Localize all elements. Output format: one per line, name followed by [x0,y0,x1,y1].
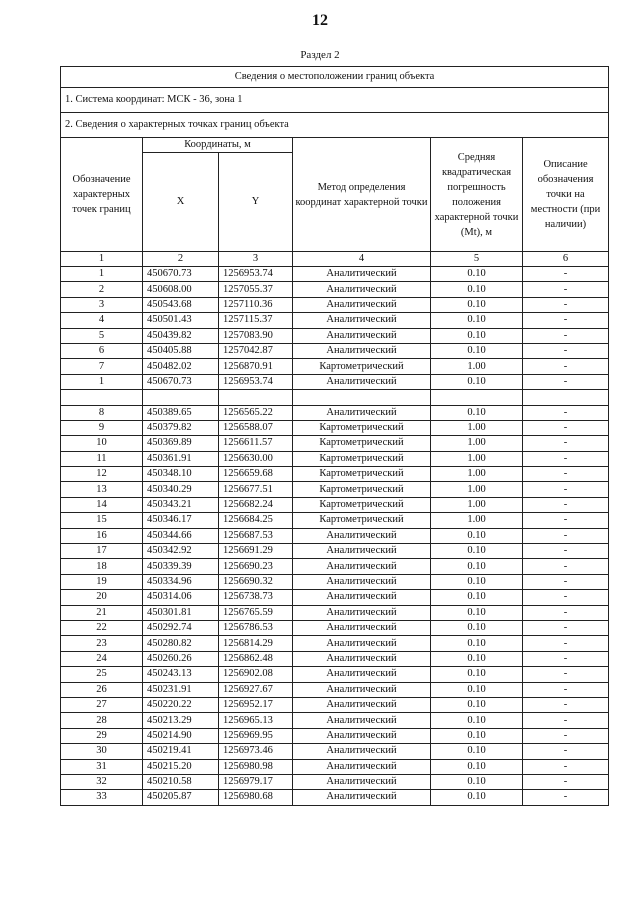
point-number [61,390,143,405]
error-mt: 1.00 [431,420,523,435]
coord-x: 450379.82 [143,420,219,435]
point-description: - [523,297,609,312]
method [293,390,431,405]
header-x: X [143,153,219,252]
point-number: 21 [61,605,143,620]
error-mt: 1.00 [431,497,523,512]
error-mt: 1.00 [431,451,523,466]
coord-x: 450439.82 [143,328,219,343]
table-row [61,774,609,789]
point-description: - [523,482,609,497]
column-number: 1 [61,252,143,267]
table-row [61,651,609,666]
point-description: - [523,667,609,682]
point-description: - [523,343,609,358]
coord-x: 450210.58 [143,774,219,789]
coord-x: 450339.39 [143,559,219,574]
point-description: - [523,513,609,528]
point-description: - [523,420,609,435]
coord-x: 450608.00 [143,282,219,297]
coord-y: 1256973.46 [219,744,293,759]
error-mt: 0.10 [431,744,523,759]
error-mt: 1.00 [431,467,523,482]
coord-y: 1256682.24 [219,497,293,512]
error-mt: 0.10 [431,313,523,328]
coord-x: 450215.20 [143,759,219,774]
column-number: 4 [293,252,431,267]
coord-x: 450344.66 [143,528,219,543]
point-number: 6 [61,343,143,358]
error-mt: 0.10 [431,774,523,789]
table-row [61,405,609,420]
coord-y: 1256902.08 [219,667,293,682]
method: Аналитический [293,590,431,605]
coord-x: 450219.41 [143,744,219,759]
coord-x: 450314.06 [143,590,219,605]
table-row [61,728,609,743]
method: Аналитический [293,759,431,774]
point-description: - [523,744,609,759]
method: Аналитический [293,267,431,282]
table-row [61,605,609,620]
point-number: 24 [61,651,143,666]
point-number: 17 [61,544,143,559]
page-number: 12 [312,12,328,29]
point-number: 25 [61,667,143,682]
point-description: - [523,790,609,805]
method: Аналитический [293,282,431,297]
error-mt: 0.10 [431,620,523,635]
table-row [61,467,609,482]
table-row [61,574,609,589]
section-title: Раздел 2 [300,49,340,61]
error-mt: 0.10 [431,297,523,312]
error-mt: 1.00 [431,513,523,528]
coord-x: 450292.74 [143,620,219,635]
method: Аналитический [293,774,431,789]
coord-x: 450280.82 [143,636,219,651]
method: Аналитический [293,620,431,635]
point-description: - [523,774,609,789]
method: Аналитический [293,636,431,651]
error-mt: 0.10 [431,267,523,282]
error-mt: 0.10 [431,682,523,697]
point-number: 20 [61,590,143,605]
point-number: 14 [61,497,143,512]
coord-y: 1256690.32 [219,574,293,589]
method: Картометрический [293,513,431,528]
coord-y: 1257115.37 [219,313,293,328]
coord-y: 1256687.53 [219,528,293,543]
method: Картометрический [293,420,431,435]
column-number: 5 [431,252,523,267]
point-number: 18 [61,559,143,574]
header-description: Описание обозначения точки на местности (при наличии) [523,138,609,252]
point-description: - [523,605,609,620]
method: Картометрический [293,482,431,497]
coord-x: 450501.43 [143,313,219,328]
table-row [61,313,609,328]
method: Аналитический [293,682,431,697]
table-row [61,744,609,759]
point-number: 28 [61,713,143,728]
table-row [61,267,609,282]
coord-x: 450301.81 [143,605,219,620]
point-description: - [523,374,609,389]
error-mt: 0.10 [431,559,523,574]
method: Аналитический [293,528,431,543]
table-row [61,528,609,543]
header-designation: Обозначение характерных точек границ [61,138,143,252]
coord-x: 450214.90 [143,728,219,743]
header-coordinates: Координаты, м [143,138,293,153]
error-mt: 0.10 [431,636,523,651]
coord-y: 1256677.51 [219,482,293,497]
point-number: 7 [61,359,143,374]
point-number: 23 [61,636,143,651]
method: Аналитический [293,574,431,589]
coord-y: 1256927.67 [219,682,293,697]
header-y: Y [219,153,293,252]
error-mt: 0.10 [431,759,523,774]
table-row [61,343,609,358]
point-number: 10 [61,436,143,451]
coord-x: 450670.73 [143,267,219,282]
point-description: - [523,267,609,282]
error-mt: 0.10 [431,790,523,805]
method: Картометрический [293,497,431,512]
method: Картометрический [293,451,431,466]
coord-y: 1256611.57 [219,436,293,451]
point-number: 29 [61,728,143,743]
coord-x: 450213.29 [143,713,219,728]
table-row [61,682,609,697]
coord-x: 450348.10 [143,467,219,482]
boundary-points-table [60,66,609,806]
header-method: Метод определения координат характерной точки [293,138,431,252]
table-row [61,513,609,528]
coord-x: 450405.88 [143,343,219,358]
table-row [61,697,609,712]
point-number: 11 [61,451,143,466]
point-description: - [523,544,609,559]
column-number: 2 [143,252,219,267]
error-mt: 0.10 [431,405,523,420]
table-row [61,436,609,451]
point-number: 9 [61,420,143,435]
coord-y: 1256691.29 [219,544,293,559]
coord-y: 1256952.17 [219,697,293,712]
coord-x: 450346.17 [143,513,219,528]
error-mt: 0.10 [431,667,523,682]
coord-y: 1256765.59 [219,605,293,620]
table-row [61,420,609,435]
method: Аналитический [293,728,431,743]
point-description: - [523,451,609,466]
point-number: 26 [61,682,143,697]
point-description: - [523,282,609,297]
point-number: 32 [61,774,143,789]
coord-y: 1256659.68 [219,467,293,482]
method: Картометрический [293,359,431,374]
coord-y: 1256953.74 [219,374,293,389]
point-number: 16 [61,528,143,543]
point-description: - [523,559,609,574]
error-mt: 0.10 [431,544,523,559]
point-description: - [523,590,609,605]
error-mt: 1.00 [431,359,523,374]
point-number: 1 [61,267,143,282]
point-description: - [523,467,609,482]
points-heading: 2. Сведения о характерных точках границ объекта [61,113,609,138]
table-title: Сведения о местоположении границ объекта [61,67,609,88]
coord-y: 1256565.22 [219,405,293,420]
coord-y: 1256738.73 [219,590,293,605]
method: Аналитический [293,374,431,389]
coord-x: 450543.68 [143,297,219,312]
method: Аналитический [293,667,431,682]
method: Аналитический [293,297,431,312]
table-row [61,667,609,682]
table-row [61,282,609,297]
coord-y: 1256786.53 [219,620,293,635]
method: Аналитический [293,405,431,420]
point-number: 13 [61,482,143,497]
point-number: 12 [61,467,143,482]
method: Аналитический [293,697,431,712]
coord-y: 1256630.00 [219,451,293,466]
coord-y: 1256870.91 [219,359,293,374]
table-row [61,759,609,774]
method: Аналитический [293,343,431,358]
coord-x: 450260.26 [143,651,219,666]
coord-x: 450205.87 [143,790,219,805]
coord-x: 450389.65 [143,405,219,420]
method: Аналитический [293,559,431,574]
point-description [523,390,609,405]
point-number: 5 [61,328,143,343]
table-row [61,559,609,574]
method: Аналитический [293,328,431,343]
error-mt [431,390,523,405]
method: Аналитический [293,744,431,759]
header-error: Средняя квадратическая погрешность положения характерной точки (Mt), м [431,138,523,252]
coord-y: 1257055.37 [219,282,293,297]
point-description: - [523,697,609,712]
point-number: 33 [61,790,143,805]
coord-y: 1256814.29 [219,636,293,651]
point-description: - [523,759,609,774]
table-row [61,497,609,512]
table-row [61,790,609,805]
method: Аналитический [293,605,431,620]
coord-y: 1257110.36 [219,297,293,312]
point-description: - [523,328,609,343]
point-description: - [523,636,609,651]
table-row [61,636,609,651]
coord-x: 450482.02 [143,359,219,374]
point-description: - [523,651,609,666]
coord-y [219,390,293,405]
error-mt: 0.10 [431,528,523,543]
method: Аналитический [293,313,431,328]
error-mt: 1.00 [431,436,523,451]
error-mt: 0.10 [431,374,523,389]
coord-y: 1256965.13 [219,713,293,728]
error-mt: 0.10 [431,282,523,297]
error-mt: 1.00 [431,482,523,497]
coord-y: 1256588.07 [219,420,293,435]
coord-x [143,390,219,405]
point-number: 4 [61,313,143,328]
point-number: 19 [61,574,143,589]
point-number: 15 [61,513,143,528]
table-row [61,374,609,389]
coord-y: 1257042.87 [219,343,293,358]
coord-y: 1256862.48 [219,651,293,666]
coord-y: 1256953.74 [219,267,293,282]
method: Картометрический [293,467,431,482]
coord-x: 450334.96 [143,574,219,589]
method: Картометрический [293,436,431,451]
coord-x: 450243.13 [143,667,219,682]
coord-x: 450220.22 [143,697,219,712]
error-mt: 0.10 [431,713,523,728]
coord-y: 1256980.68 [219,790,293,805]
error-mt: 0.10 [431,343,523,358]
coord-x: 450342.92 [143,544,219,559]
table-row [61,451,609,466]
method: Аналитический [293,651,431,666]
point-description: - [523,359,609,374]
error-mt: 0.10 [431,328,523,343]
coord-y: 1256690.23 [219,559,293,574]
point-description: - [523,436,609,451]
coord-x: 450670.73 [143,374,219,389]
coordinate-system-label: 1. Система координат: МСК - 36, зона 1 [61,88,609,113]
method: Аналитический [293,790,431,805]
point-description: - [523,528,609,543]
coord-y: 1256979.17 [219,774,293,789]
point-description: - [523,313,609,328]
point-number: 31 [61,759,143,774]
table-row [61,328,609,343]
point-number: 8 [61,405,143,420]
error-mt: 0.10 [431,728,523,743]
coord-x: 450231.91 [143,682,219,697]
coord-y: 1256980.98 [219,759,293,774]
error-mt: 0.10 [431,651,523,666]
coord-y: 1256969.95 [219,728,293,743]
point-description: - [523,713,609,728]
coord-x: 450343.21 [143,497,219,512]
point-description: - [523,574,609,589]
method: Аналитический [293,544,431,559]
error-mt: 0.10 [431,697,523,712]
coord-x: 450340.29 [143,482,219,497]
column-number: 6 [523,252,609,267]
table-row [61,620,609,635]
point-description: - [523,620,609,635]
coord-x: 450361.91 [143,451,219,466]
point-description: - [523,497,609,512]
table-row [61,390,609,405]
table-row [61,482,609,497]
table-row [61,590,609,605]
error-mt: 0.10 [431,605,523,620]
table-row [61,544,609,559]
point-number: 2 [61,282,143,297]
method: Аналитический [293,713,431,728]
point-number: 22 [61,620,143,635]
table-row [61,297,609,312]
coord-y: 1256684.25 [219,513,293,528]
point-description: - [523,728,609,743]
error-mt: 0.10 [431,574,523,589]
point-number: 1 [61,374,143,389]
table-row [61,359,609,374]
point-description: - [523,682,609,697]
table-row [61,713,609,728]
error-mt: 0.10 [431,590,523,605]
point-number: 27 [61,697,143,712]
point-number: 30 [61,744,143,759]
coord-y: 1257083.90 [219,328,293,343]
point-description: - [523,405,609,420]
coord-x: 450369.89 [143,436,219,451]
column-number: 3 [219,252,293,267]
point-number: 3 [61,297,143,312]
